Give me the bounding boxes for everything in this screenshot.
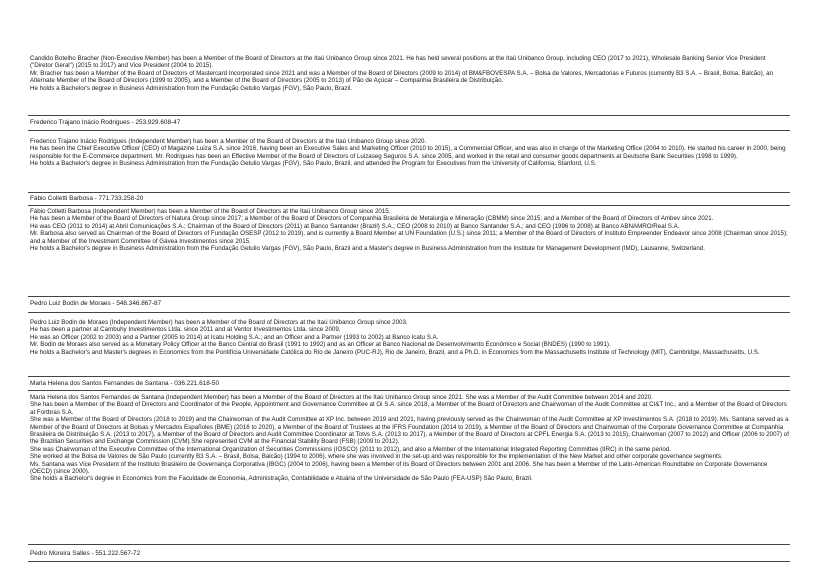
bio-paragraph: Maria Helena dos Santos Fernandes de Santana (Independent Member) has been a Member of the Board of Directors at the Itaú Unibanco Group since 2021. She was a Member of the Audit Committee between 2014 and 2020. [30, 394, 653, 401]
bio-paragraph: He has been a Member of the Board of Directors of Natura Group since 2017; a Member of the Board of Directors of Companhia Brasileira de Metalurgia e Mineração (CBMM) since 2015; and a Member of the Board of Directors of Ambev since 2021. [30, 215, 714, 223]
bio-paragraph: Mr. Bracher has been a Member of the Board of Directors of Mastercard Incorporated since 2021 and was a Member of the Board of Directors (2009 to 2014) of BM&FBOVESPA S.A. – Bolsa de Valores, Mercadorias e Futuros (currently B3 S.A. – Brasil, Bolsa, Balcão), an Alternate Member of the Board of Directors (1999 to 2005), and a Member of the Board of Directors (2005 to 2013) of Pão de Açúcar – Companhia Brasileira de Distribuição. [30, 69, 773, 85]
bio-paragraph: Candido Botelho Bracher (Non-Executive Member) has been a Member of the Board of Directors at the Itaú Unibanco Group since 2021. He has held several positions at the Itaú Unibanco Group, including CEO (2017 to 2021), Wholesale Banking Senior Vice President ("Diretor Geral") (2015 to 2017) and Vice President (2004 to 2015). [30, 55, 766, 70]
section-divider [28, 205, 790, 206]
bio-paragraph: He was CEO (2011 to 2014) at Abril Comunicações S.A.; Chairman of the Board of Directors (2011) at Banco Santander (Brazil) S.A.; CEO (2008 to 2010) at Banco Santander S.A.; and CEO (1996 to 2008) at Banco ABNAMRO/Real S.A. [30, 222, 680, 230]
section-divider [28, 561, 790, 562]
bio-paragraph: She was a Member of the Board of Directors (2018 to 2019) and the Chairwoman of the Audit Committee at XP Inc. between 2019 and 2021, having previously served as the Chairwoman of the Audit Committee at XP Investimentos S.A. (2018 to 2019). Ms. Santana served as a Member of the Board of Directors at Bolsas y Mercados Españoles (BME) (2016 to 2020), a Member of the Board of Trustees at the IFRS Foundation (2014 to 2019), a Member of the Board of Directors and Chairwoman of the Corporate Governance Committee at Companhia Brasileira de Distribuição S.A. (2013 to 2017), a Member of the Board of Directors and Audit Committee Coordinator at Totvs S.A. (2013 to 2017), a Member of the Board of Directors at CPFL Energia S.A. (2013 to 2015), Chairwoman (2007 to 2012) and Officer (2006 to 2007) of the Brazilian Securities and Exchange Commission (CVM).She represented CVM at the Financial Stability Board (FSB) (2009 to 2012). [30, 416, 789, 446]
bio-paragraph: He holds a Bachelor's and Master's degrees in Economics from the Pontifícia Universidade Católica do Rio de Janeiro (PUC-RJ), Rio de Janeiro, Brazil, and a Ph.D. in Economics from the Massachusetts Institute of Technology (MIT), Cambridge, Massachusetts, U.S. [30, 348, 760, 356]
section-divider [28, 390, 790, 391]
section-divider [28, 130, 790, 131]
section-divider [28, 544, 790, 545]
bio-paragraph: Mr. Barbosa also served as Chairman of the Board of Directors of Fundação OSESP (2012 to 2019), and is currently a Board Member at UN Foundation (U.S.) since 2011; a Member of the Board of Directors of Instituto Empreender Endeavor since 2008 (Chairman since 2015); and a Member of the Investment Committee of Gávea Investimentos since 2015. [30, 230, 788, 245]
section-divider [28, 296, 790, 297]
bio-paragraph: He was an Officer (2002 to 2003) and a Partner (2005 to 2014) at Icatu Holding S.A.; and an Officer and a Partner (1993 to 2002) at Banco Icatu S.A. [30, 333, 439, 341]
bio-paragraph: Ms. Santana was Vice President of the Instituto Brasileiro de Governança Corporativa (IBGC) (2004 to 2006), having been a Member of its Board of Directors between 2001 and 2006. She has been a Member of the Latin-American Roundtable on Corporate Governance (OECD) (since 2000). [30, 460, 768, 476]
section-header: Pedro Moreira Salles - 551.222.567-72 [30, 550, 141, 557]
bio-paragraph: She holds a Bachelor's degree in Economics from the Faculdade de Economia, Administração, Contabilidade e Atuária of the Universidade de São Paulo (FEA-USP) São Paulo, Brazil. [30, 475, 533, 483]
section-divider [28, 115, 790, 116]
bio-paragraph: He has been a partner at Cambuhy Investimentos Ltda. since 2011 and at Ventor Investimentos Ltda. since 2009. [30, 326, 341, 334]
section-header: Pedro Luiz Bodin de Moraes - 548.346.867-87 [30, 300, 162, 307]
section-header: Fábio Colletti Barbosa - 771.733.258-20 [30, 195, 144, 202]
bio-paragraph: She was Chairwoman of the Executive Committee of the International Organization of Securities Commissions (IOSCO) (2011 to 2012), and also a Member of the International Integrated Reporting Committee (IIRC) in the same period. [30, 445, 671, 453]
section-body [30, 394, 790, 483]
section-header: Maria Helena dos Santos Fernandes de Santana - 036.221.618-50 [30, 380, 220, 387]
section-divider [28, 376, 790, 377]
bio-paragraph: Pedro Luiz Bodin de Moraes (Independent Member) has been a Member of the Board of Directors at the Itaú Unibanco Group since 2003. [30, 319, 408, 326]
bio-paragraph: She has been a Member of the Board of Directors and Coordinator of the People, Appointment and Governance Committee at Oi S.A. since 2018, a Member of the Board of Directors and Chairwoman of the Audit Committee at CI&T Inc., and a Member of the Board of Directors at Fortbras S.A. [30, 401, 787, 416]
section-body [30, 208, 790, 252]
section-body [30, 138, 790, 168]
section-divider [28, 312, 790, 313]
bio-paragraph: He holds a Bachelor's degree in Business Administration from the Fundação Getulio Vargas (FGV), São Paulo, Brazil. [30, 84, 352, 92]
section-divider [28, 192, 790, 193]
bio-paragraph: He holds a Bachelor's degree in Business Administration from the Fundação Getulio Vargas (FGV), São Paulo, Brazil, and attended the Program for Executives from the University of California, Stanford, U.S. [30, 160, 597, 168]
bio-paragraph: Fábio Colletti Barbosa (Independent Member) has been a Member of the Board of Directors at the Itaú Unibanco Group since 2015. [30, 208, 391, 215]
bio-paragraph: Mr. Bodin de Moraes also served as a Monetary Policy Officer at the Banco Central do Brasil (1991 to 1992) and as an Officer at Banco Nacional de Desenvolvimento Econômico e Social (BNDES) (1990 to 1991). [30, 341, 611, 349]
section-header: Frederico Trajano Inácio Rodrigues - 253.929.608-47 [30, 119, 181, 126]
bio-paragraph: He has been the Chief Executive Officer (CEO) of Magazine Luiza S.A. since 2016, having been an Executive Sales and Marketing Officer (2010 to 2015), a Commercial Officer, and was also in charge of the Marketing Office (2004 to 2010). He started his career in 2000, being responsible for the E-Commerce department. Mr. Rodrigues has been an Effective Member of the Board of Directors of Luizaseg Seguros S.A. since 2005, and worked in the retail and consumer goods departments at Deutsche Bank Securities (1998 to 1999). [30, 145, 786, 160]
bio-paragraph: Frederico Trajano Inácio Rodrigues (Independent Member) has been a Member of the Board of Directors at the Itaú Unibanco Group since 2020. [30, 138, 427, 145]
section-body [30, 319, 790, 356]
bio-paragraph: She worked at the Bolsa de Valores de São Paulo (currently B3 S.A. – Brasil, Bolsa, Balcão) (1994 to 2006), where she was involved in the set-up and was responsible for the implementation of the New Market and other corporate governance segments. [30, 453, 723, 461]
bio-paragraph: He holds a Bachelor's degree in Business Administration from the Fundação Getulio Vargas (FGV), São Paulo, Brazil and a Master's degree in Business Administration from the Institute for Management Development (IMD), Lausanne, Switzerland. [30, 245, 705, 253]
intro-block [30, 55, 790, 92]
